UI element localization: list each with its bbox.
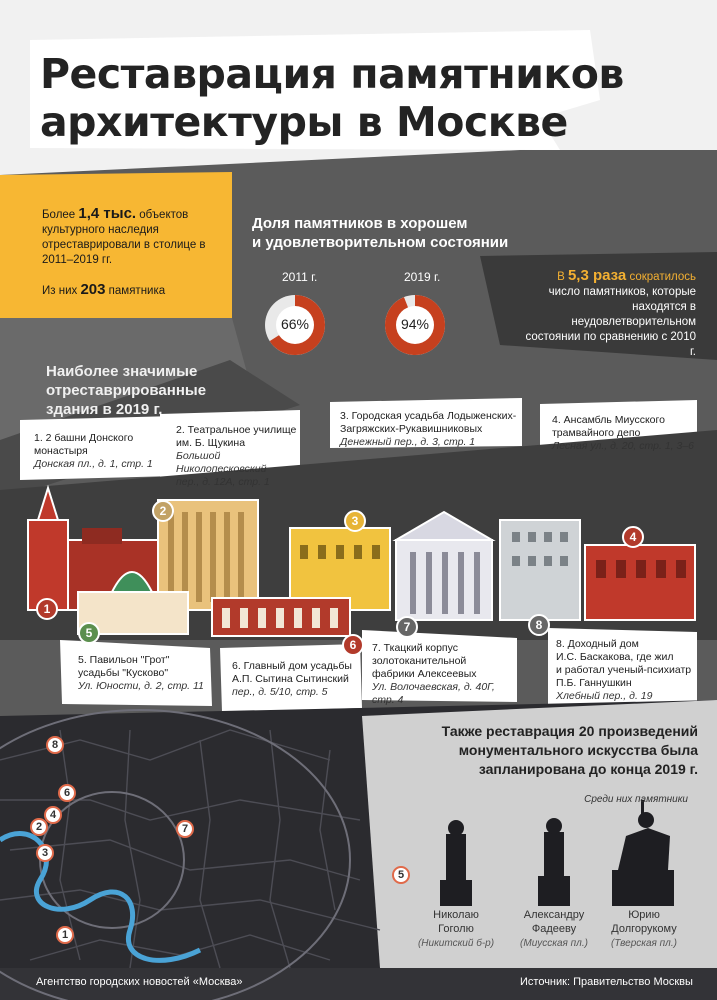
statue-fadeev-label: Александру Фадееву (Миусская пл.) [520, 909, 588, 949]
map-marker-8: 8 [46, 736, 64, 754]
map-marker-3: 3 [36, 844, 54, 862]
building-card-6: 6. Главный дом усадьбы А.П. Сытина Сытинский пер., д. 5/10, стр. 5 [232, 660, 352, 698]
building-card-5: 5. Павильон "Грот" усадьбы "Кусково" Ул. Юности, д. 2, стр. 11 [78, 654, 204, 692]
building-marker-5: 5 [78, 622, 100, 644]
pct-2019-label: 94% [400, 316, 430, 332]
restoration-stats [42, 206, 232, 313]
building-marker-8: 8 [528, 614, 550, 636]
map-marker-7: 7 [176, 820, 194, 838]
building-marker-6: 6 [342, 634, 364, 656]
map-marker-2: 2 [30, 818, 48, 836]
year-2019-label: 2019 г. [404, 270, 441, 284]
map-marker-4: 4 [44, 806, 62, 824]
building-marker-4: 4 [622, 526, 644, 548]
stat-monuments: Из них 203 памятника [42, 281, 166, 298]
restored-buildings-title: Наиболее значимые отреставрированные здания в 2019 г. [46, 363, 207, 418]
building-card-2: 2. Театральное училище им. Б. Щукина Большой Николопесковский пер., д. 12А, стр. 1 [176, 424, 297, 488]
map-marker-6: 6 [58, 784, 76, 802]
monuments-subtitle: Среди них памятники [584, 794, 688, 805]
page-title [40, 50, 624, 146]
stat-restored-total: Более 1,4 тыс. объектов культурного наследия отреставрировали в столице в 2011–2019 гг. [42, 205, 206, 266]
building-card-8: 8. Доходный дом И.С. Баскакова, где жил и работал ученый-психиатр П.Б. Ганнушкин Хлебный пер., д. 19 [556, 638, 692, 702]
monuments-title: Также реставрация 20 произведений монументального искусства была запланирована до конца 2019 г. [441, 723, 698, 777]
map-marker-5: 5 [392, 866, 410, 884]
statue-dolgoruky-label: Юрию Долгорукому (Тверская пл.) [611, 909, 677, 949]
map-marker-1: 1 [56, 926, 74, 944]
reduction-note: В 5,3 раза сократилось число памятников, которые находятся в неудовлетворительном состоянии по сравнению с 2010 г. [525, 267, 696, 358]
building-marker-3: 3 [344, 510, 366, 532]
building-card-1: 1. 2 башни Донского монастыря Донская пл., д. 1, стр. 1 [34, 432, 153, 470]
building-card-7: 7. Ткацкий корпус золотоканительной фабрики Алексеевых Ул. Волочаевская, д. 40Г, стр. 4 [372, 642, 495, 706]
building-card-3: 3. Городская усадьба Лодыженских- Загряжских-Рукавишниковых Денежный пер., д. 3, стр. 1 [340, 410, 517, 448]
share-title: Доля памятников в хорошем и удовлетворительном состоянии [252, 215, 509, 251]
building-card-4: 4. Ансамбль Миусского трамвайного депо Лесная ул., д. 20, стр. 1, 3–6 [552, 414, 695, 452]
building-marker-2: 2 [152, 500, 174, 522]
footer-agency: Агентство городских новостей «Москва» [36, 976, 243, 988]
statue-gogol-label: Николаю Гоголю (Никитский б-р) [417, 909, 495, 949]
year-2011-label: 2011 г. [282, 270, 318, 284]
title-line-1: Реставрация памятников [40, 50, 624, 98]
pct-2011-label: 66% [280, 316, 310, 332]
title-line-2: архитектуры в Москве [40, 98, 568, 146]
building-marker-7: 7 [396, 616, 418, 638]
building-marker-1: 1 [36, 598, 58, 620]
footer-source: Источник: Правительство Москвы [520, 976, 693, 988]
